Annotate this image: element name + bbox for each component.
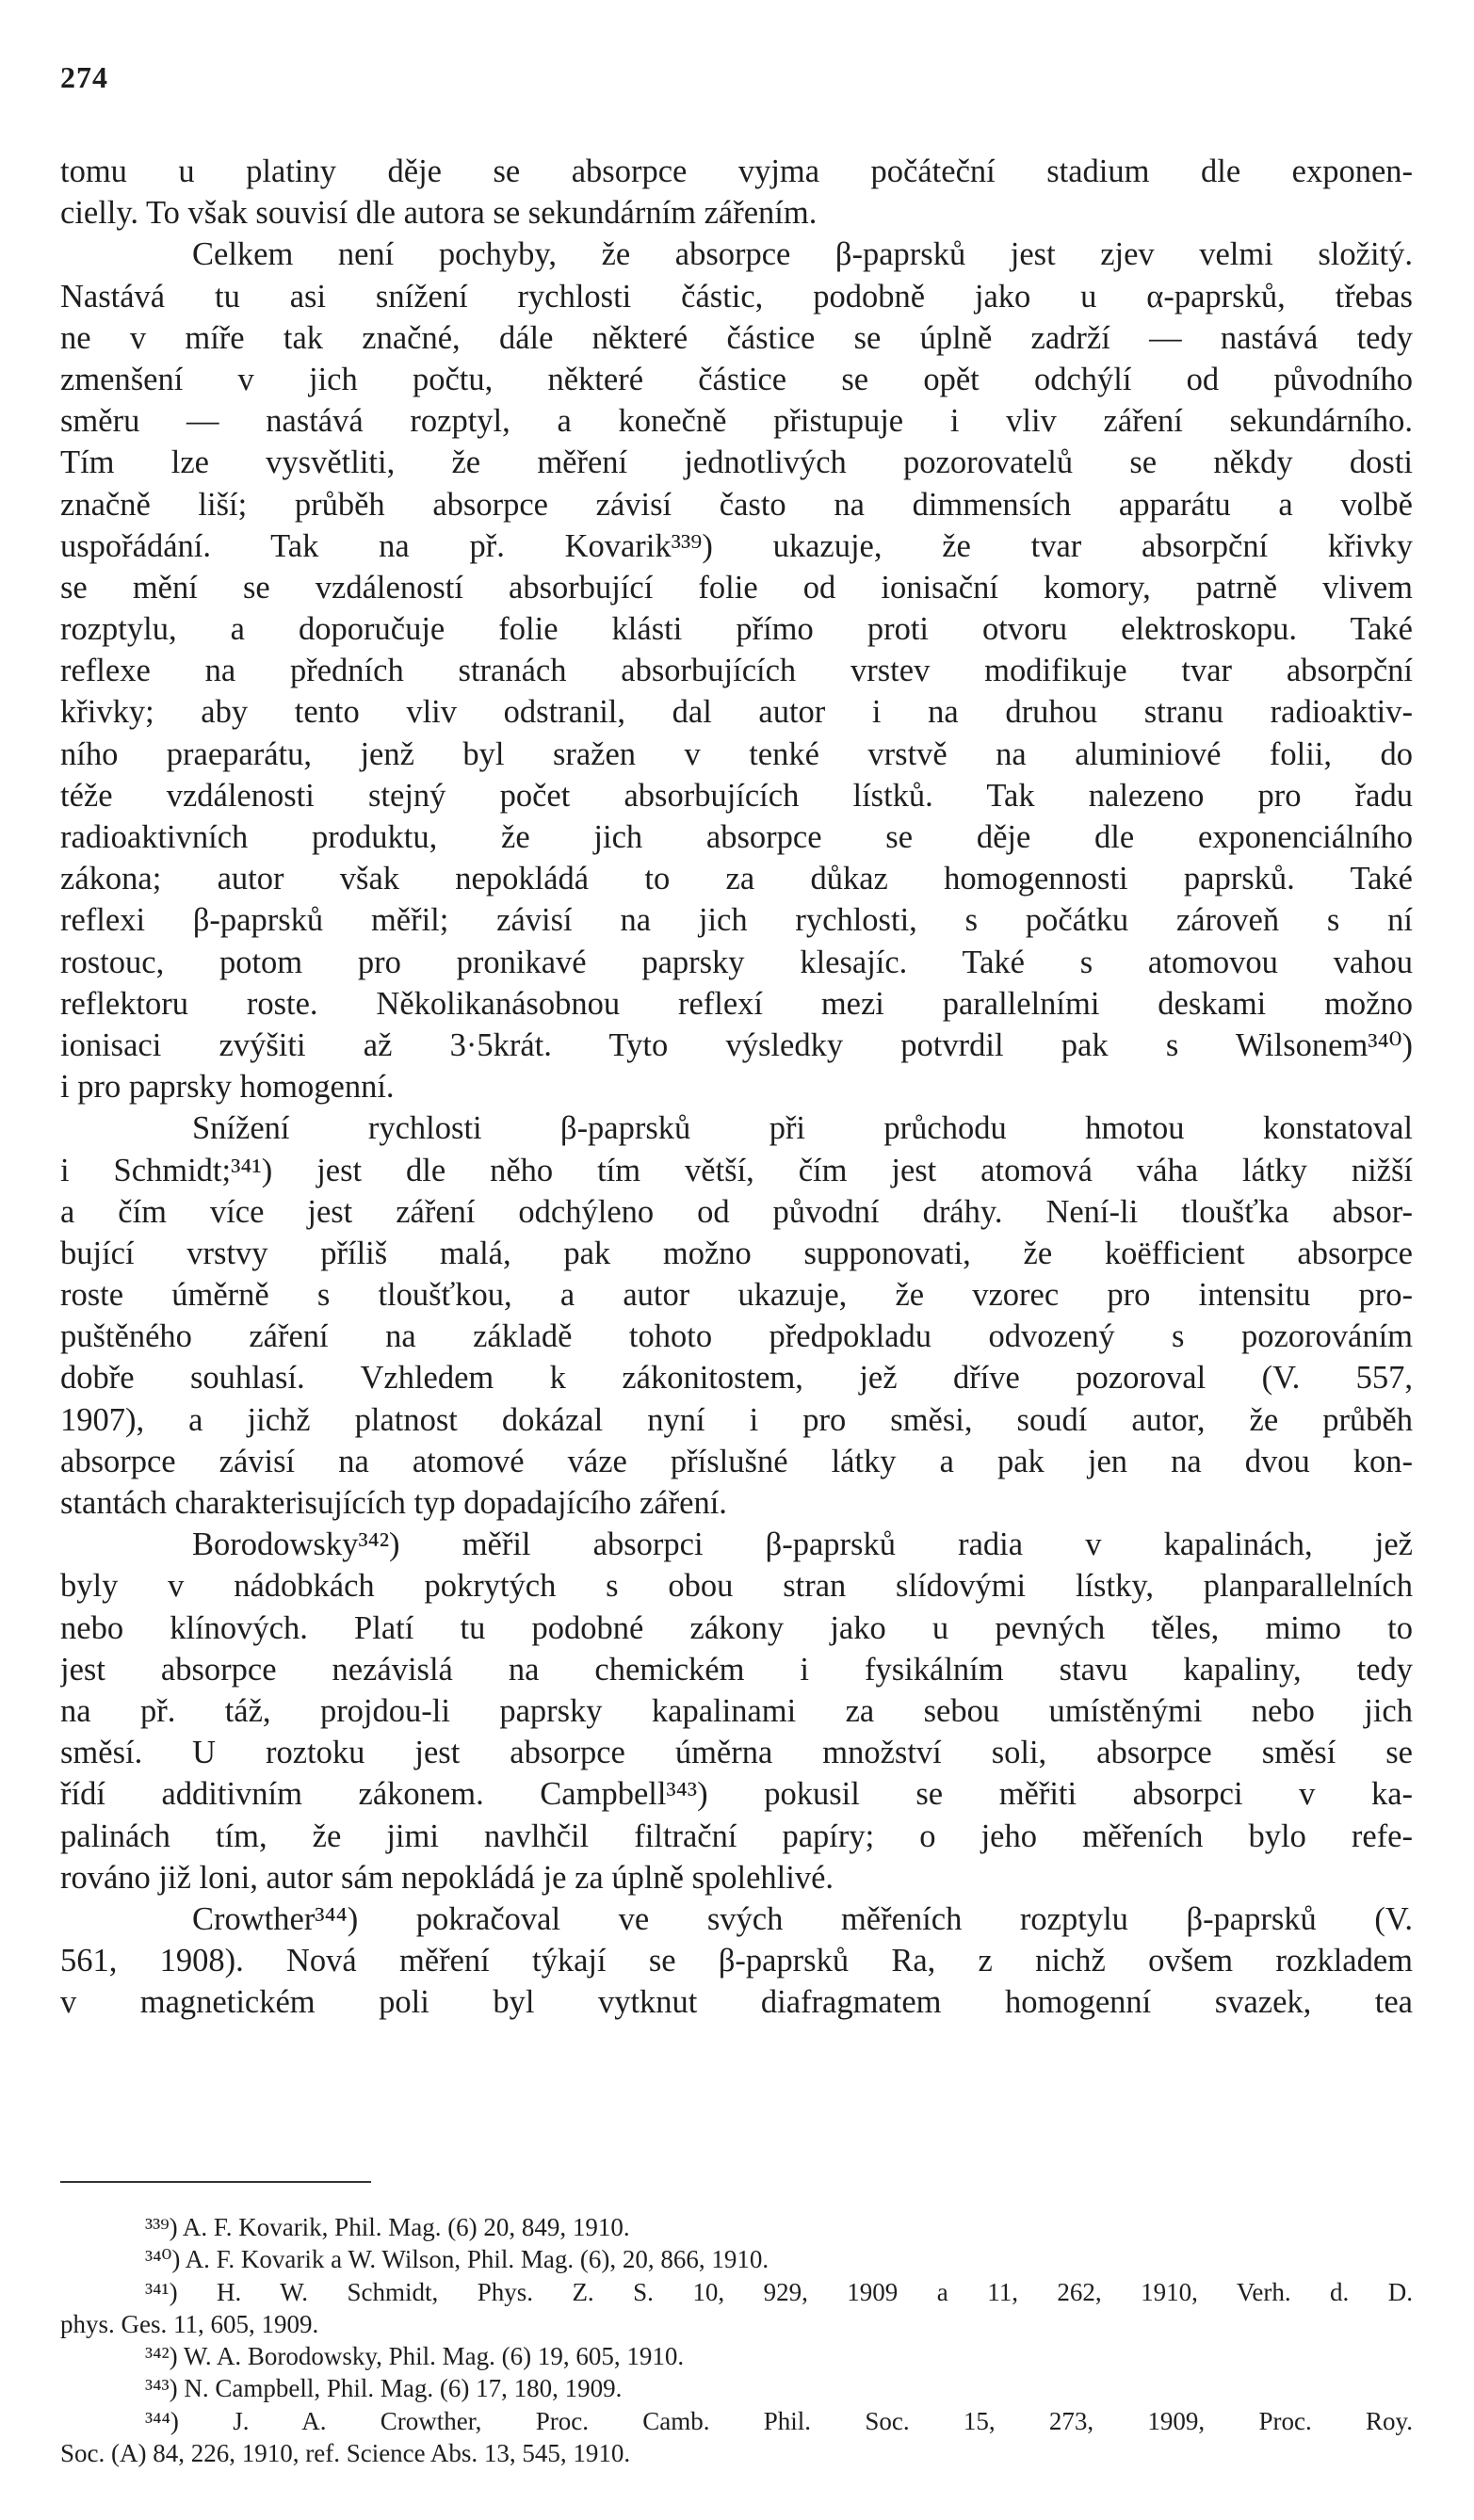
text-line: zákona; autor však nepokládá to za důkaz homogennosti paprsků. Také — [60, 861, 1413, 897]
footnote: ³⁴²) W. A. Borodowsky, Phil. Mag. (6) 19, 605, 1910. — [145, 2342, 685, 2371]
text-line: reflexi β-paprsků měřil; závisí na jich rychlosti, s počátku zároveň s ní — [60, 902, 1413, 939]
footnote: ³⁴¹) H. W. Schmidt, Phys. Z. S. 10, 929, 1909 a 11, 262, 1910, Verh. d. D. — [145, 2277, 1413, 2306]
footnotes — [60, 2211, 1413, 2469]
text-line: téže vzdálenosti stejný počet absorbujících lístků. Tak nalezeno pro řadu — [60, 777, 1413, 814]
page-number: 274 — [60, 60, 108, 94]
text-line: radioaktivních produktu, že jich absorpce se děje dle exponenciálního — [60, 819, 1413, 855]
text-line: křivky; aby tento vliv odstranil, dal autor i na druhou stranu radioaktiv- — [60, 694, 1413, 731]
text-line: reflexe na předních stranách absorbujících vrstev modifikuje tvar absorpční — [60, 653, 1413, 689]
text-line: stantách charakterisujících typ dopadajícího záření. — [60, 1485, 727, 1521]
text-line: ionisaci zvýšiti až 3·5krát. Tyto výsledky potvrdil pak s Wilsonem³⁴⁰) — [60, 1026, 1413, 1063]
text-line: Borodowsky³⁴²) měřil absorpci β-paprsků radia v kapalinách, jež — [192, 1527, 1413, 1563]
text-line: palinách tím, že jimi navlhčil filtrační papíry; o jeho měřeních bylo refe- — [60, 1817, 1413, 1854]
text-line: směsí. U roztoku jest absorpce úměrna množství soli, absorpce směsí se — [60, 1735, 1413, 1771]
footnote-divider — [60, 2181, 371, 2183]
text-line: dobře souhlasí. Vzhledem k zákonitostem, jež dříve pozoroval (V. 557, — [60, 1360, 1413, 1397]
text-line: absorpce závisí na atomové váze příslušné látky a pak jen na dvou kon- — [60, 1443, 1413, 1479]
text-line: roste úměrně s tloušťkou, a autor ukazuje, že vzorec pro intensitu pro- — [60, 1277, 1413, 1314]
text-line: řídí additivním zákonem. Campbell³⁴³) pokusil se měřiti absorpci v ka- — [60, 1776, 1413, 1813]
text-line: rostouc, potom pro pronikavé paprsky klesajíc. Také s atomovou vahou — [60, 944, 1413, 980]
text-line: Crowther³⁴⁴) pokračoval ve svých měřeních rozptylu β-paprsků (V. — [192, 1900, 1413, 1937]
text-line: rozptylu, a doporučuje folie klásti přímo proti otvoru elektroskopu. Také — [60, 611, 1413, 648]
text-line: nebo klínových. Platí tu podobné zákony jako u pevných těles, mimo to — [60, 1609, 1413, 1646]
text-line: jest absorpce nezávislá na chemickém i fysikálním stavu kapaliny, tedy — [60, 1651, 1413, 1688]
footnote: ³⁴⁴) J. A. Crowther, Proc. Camb. Phil. Soc. 15, 273, 1909, Proc. Roy. — [145, 2406, 1413, 2435]
text-line: směru — nastává rozptyl, a konečně přistupuje i vliv záření sekundárního. — [60, 403, 1413, 440]
text-line: 1907), a jichž platnost dokázal nyní i pro směsi, soudí autor, že průběh — [60, 1401, 1413, 1438]
text-line: Nastává tu asi snížení rychlosti částic, podobně jako u α-paprsků, třebas — [60, 278, 1413, 315]
text-line: i Schmidt;³⁴¹) jest dle něho tím větší, čím jest atomová váha látky nižší — [60, 1152, 1413, 1188]
body-text — [60, 151, 1413, 2023]
text-line: na př. táž, projdou-li paprsky kapalinami za sebou umístěnými nebo jich — [60, 1692, 1413, 1729]
footnote: Soc. (A) 84, 226, 1910, ref. Science Abs. 13, 545, 1910. — [60, 2439, 631, 2468]
text-line: Celkem není pochyby, že absorpce β-paprsků jest zjev velmi složitý. — [192, 236, 1413, 273]
text-line: uspořádání. Tak na př. Kovarik³³⁹) ukazuje, že tvar absorpční křivky — [60, 527, 1413, 564]
text-line: cielly. To však souvisí dle autora se sekundárním zářením. — [60, 195, 818, 232]
footnote: ³⁴⁰) A. F. Kovarik a W. Wilson, Phil. Mag. (6), 20, 866, 1910. — [145, 2245, 769, 2274]
text-line: reflektoru roste. Několikanásobnou reflexí mezi parallelními deskami možno — [60, 985, 1413, 1022]
text-line: a čím více jest záření odchýleno od původní dráhy. Není-li tloušťka absor- — [60, 1193, 1413, 1230]
text-line: rováno již loni, autor sám nepokládá je za úplně spolehlivé. — [60, 1859, 834, 1896]
footnote: ³⁴³) N. Campbell, Phil. Mag. (6) 17, 180, 1909. — [145, 2374, 623, 2403]
footnote: phys. Ges. 11, 605, 1909. — [60, 2309, 319, 2338]
text-line: se mění se vzdáleností absorbující folie od ionisační komory, patrně vlivem — [60, 569, 1413, 606]
text-line: Tím lze vysvětliti, že měření jednotlivých pozorovatelů se někdy dosti — [60, 444, 1413, 481]
text-line: značně liší; průběh absorpce závisí často na dimmensích apparátu a volbě — [60, 486, 1413, 523]
text-line: Snížení rychlosti β-paprsků při průchodu hmotou konstatoval — [192, 1110, 1413, 1147]
footnote: ³³⁹) A. F. Kovarik, Phil. Mag. (6) 20, 849, 1910. — [145, 2213, 630, 2241]
text-line: 561, 1908). Nová měření týkají se β-paprsků Ra, z nichž ovšem rozkladem — [60, 1943, 1413, 1979]
text-line: byly v nádobkách pokrytých s obou stran slídovými lístky, planparallelních — [60, 1568, 1413, 1605]
text-line: puštěného záření na základě tohoto předpokladu odvozený s pozorováním — [60, 1318, 1413, 1355]
text-line: tomu u platiny děje se absorpce vyjma počáteční stadium dle exponen- — [60, 153, 1413, 189]
text-line: i pro paprsky homogenní. — [60, 1069, 395, 1106]
text-line: ne v míře tak značné, dále některé částice se úplně zadrží — nastává tedy — [60, 319, 1413, 356]
text-line: bující vrstvy příliš malá, pak možno supponovati, že koëfficient absorpce — [60, 1235, 1413, 1271]
text-line: v magnetickém poli byl vytknut diafragmatem homogenní svazek, tea — [60, 1984, 1413, 2021]
text-line: ního praeparátu, jenž byl sražen v tenké vrstvě na aluminiové folii, do — [60, 735, 1413, 772]
text-line: zmenšení v jich počtu, některé částice se opět odchýlí od původního — [60, 361, 1413, 397]
